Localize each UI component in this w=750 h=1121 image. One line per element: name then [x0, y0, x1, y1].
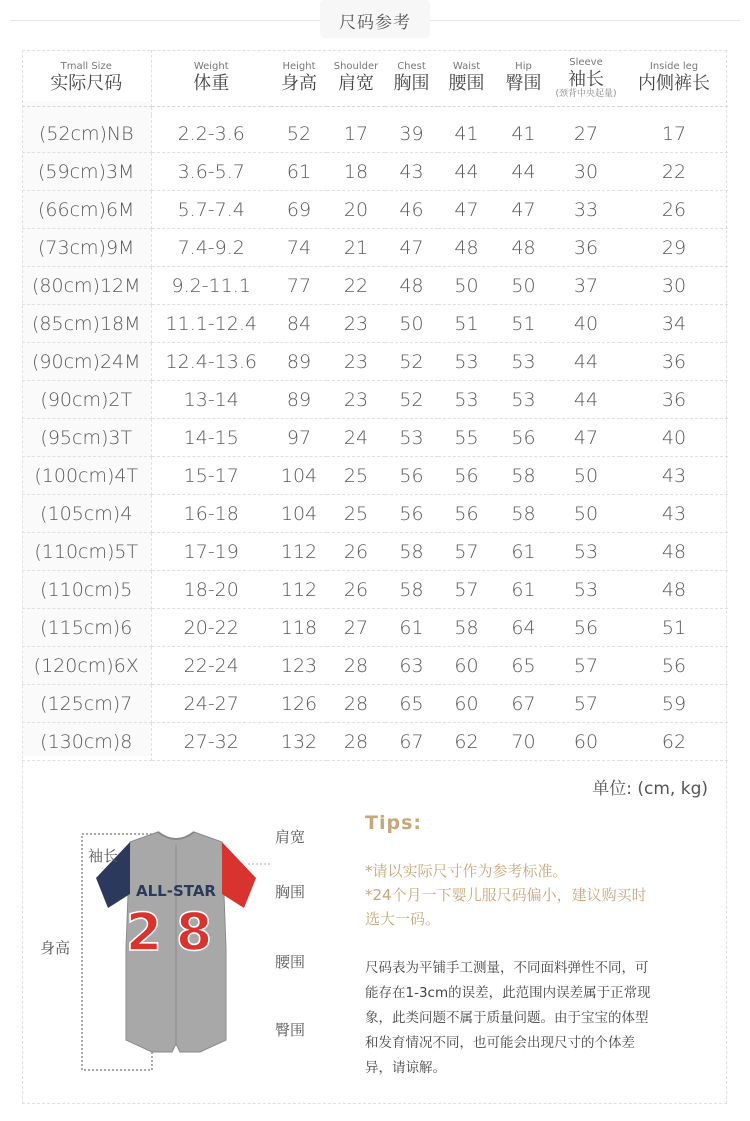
- measurement-cell: 43: [385, 153, 438, 191]
- measurement-cell: 65: [385, 685, 438, 723]
- note-line: 能存在1-3cm的误差，此范围内误差属于正常现: [365, 985, 651, 1001]
- measurement-cell: 48: [495, 229, 552, 267]
- measurement-cell: 2.2-3.6: [151, 115, 271, 153]
- size-cell: (105cm)4: [22, 495, 151, 533]
- measurement-cell: 47: [552, 419, 620, 457]
- table-row: [22, 229, 728, 267]
- header-en: Height: [282, 61, 316, 72]
- measurement-cell: 23: [327, 305, 385, 343]
- measurement-cell: 52: [271, 115, 327, 153]
- measurement-cell: 118: [271, 609, 327, 647]
- header-cn: 腰围: [448, 73, 485, 94]
- tips-title: Tips:: [365, 812, 422, 834]
- size-chart-table: [22, 50, 728, 761]
- size-cell: (110cm)5T: [22, 533, 151, 571]
- header-cn: 胸围: [393, 73, 430, 94]
- header-cn: 内侧裤长: [638, 73, 710, 94]
- measurement-cell: 21: [327, 229, 385, 267]
- label-hip: 臀围: [275, 1021, 306, 1039]
- measurement-cell: 58: [385, 571, 438, 609]
- measurement-cell: 40: [552, 305, 620, 343]
- measurement-cell: 112: [271, 571, 327, 609]
- measurement-cell: 27: [327, 609, 385, 647]
- measurement-cell: 41: [438, 115, 495, 153]
- measurement-cell: 59: [620, 685, 728, 723]
- header-en: Hip: [515, 61, 532, 72]
- header-size-cn: 实际尺码: [50, 73, 123, 94]
- measurement-cell: 61: [271, 153, 327, 191]
- measurement-cell: 58: [385, 533, 438, 571]
- measurement-cell: 25: [327, 495, 385, 533]
- table-row: [22, 685, 728, 723]
- page-title-bar: [0, 0, 750, 40]
- measurement-cell: 47: [495, 191, 552, 229]
- measurement-cell: 50: [495, 267, 552, 305]
- measurement-cell: 89: [271, 343, 327, 381]
- size-cell: (85cm)18M: [22, 305, 151, 343]
- label-waist: 腰围: [275, 953, 306, 971]
- size-cell: (52cm)NB: [22, 115, 151, 153]
- header-waist: [438, 50, 495, 107]
- measurement-cell: 22-24: [151, 647, 271, 685]
- header-inside-leg: [620, 50, 728, 107]
- measurement-cell: 60: [438, 647, 495, 685]
- measurement-cell: 53: [438, 381, 495, 419]
- measurement-cell: 14-15: [151, 419, 271, 457]
- header-weight: [151, 50, 271, 107]
- header-en: Waist: [452, 61, 481, 72]
- measurement-cell: 63: [385, 647, 438, 685]
- measurement-cell: 37: [552, 267, 620, 305]
- measurement-cell: 56: [438, 495, 495, 533]
- measurement-cell: 50: [385, 305, 438, 343]
- measurement-cell: 50: [552, 495, 620, 533]
- measurement-cell: 62: [438, 723, 495, 761]
- measurement-cell: 61: [495, 571, 552, 609]
- header-shoulder: [327, 50, 385, 107]
- print-number: 28: [125, 903, 227, 963]
- tip-line: *24个月一下婴儿服尺码偏小，建议购买时: [365, 886, 647, 904]
- measurement-cell: 60: [552, 723, 620, 761]
- measurement-cell: 18: [327, 153, 385, 191]
- measurement-cell: 44: [552, 343, 620, 381]
- measurement-cell: 61: [495, 533, 552, 571]
- measurement-cell: 53: [438, 343, 495, 381]
- size-cell: (110cm)5: [22, 571, 151, 609]
- note-line: 象，此类问题不属于质量问题。由于宝宝的体型: [365, 1010, 649, 1026]
- table-row: [22, 495, 728, 533]
- measurement-cell: 43: [620, 495, 728, 533]
- measurement-cell: 33: [552, 191, 620, 229]
- size-cell: (59cm)3M: [22, 153, 151, 191]
- size-cell: (120cm)6X: [22, 647, 151, 685]
- size-cell: (90cm)24M: [22, 343, 151, 381]
- measurement-cell: 44: [495, 153, 552, 191]
- measurement-cell: 55: [438, 419, 495, 457]
- table-row: [22, 419, 728, 457]
- measurement-note: [365, 956, 705, 1081]
- measurement-cell: 43: [620, 457, 728, 495]
- measurement-cell: 48: [438, 229, 495, 267]
- table-row: [22, 571, 728, 609]
- label-shoulder: 肩宽: [275, 828, 306, 846]
- measurement-cell: 53: [552, 533, 620, 571]
- table-body: [22, 107, 728, 761]
- measurement-cell: 70: [495, 723, 552, 761]
- measurement-cell: 48: [385, 267, 438, 305]
- measurement-cell: 84: [271, 305, 327, 343]
- table-row: [22, 115, 728, 153]
- measurement-cell: 17: [327, 115, 385, 153]
- measurement-cell: 15-17: [151, 457, 271, 495]
- header-cn: 臀围: [505, 73, 542, 94]
- measurement-cell: 56: [385, 457, 438, 495]
- table-row: [22, 343, 728, 381]
- header-cn: 体重: [193, 73, 230, 94]
- measurement-cell: 48: [620, 571, 728, 609]
- header-sleeve-note: (颈背中央起量): [555, 89, 617, 99]
- measurement-cell: 62: [620, 723, 728, 761]
- unit-label: 单位: (cm, kg): [592, 779, 708, 799]
- measurement-cell: 51: [438, 305, 495, 343]
- size-cell: (125cm)7: [22, 685, 151, 723]
- measurement-cell: 28: [327, 723, 385, 761]
- header-en: Inside leg: [649, 61, 699, 72]
- measurement-cell: 34: [620, 305, 728, 343]
- table-row: [22, 305, 728, 343]
- header-chest: [385, 50, 438, 107]
- measurement-cell: 89: [271, 381, 327, 419]
- size-cell: (115cm)6: [22, 609, 151, 647]
- measurement-cell: 50: [552, 457, 620, 495]
- measurement-cell: 52: [385, 381, 438, 419]
- measurement-cell: 58: [495, 457, 552, 495]
- measurement-cell: 7.4-9.2: [151, 229, 271, 267]
- measurement-cell: 17-19: [151, 533, 271, 571]
- header-sleeve: [552, 50, 620, 107]
- measurement-cell: 64: [495, 609, 552, 647]
- measurement-cell: 56: [438, 457, 495, 495]
- table-row: [22, 723, 728, 761]
- measurement-cell: 30: [620, 267, 728, 305]
- measurement-cell: 56: [495, 419, 552, 457]
- tip-line: *请以实际尺寸作为参考标准。: [365, 862, 568, 880]
- measurement-cell: 9.2-11.1: [151, 267, 271, 305]
- label-height: 身高: [40, 939, 71, 957]
- measurement-cell: 104: [271, 495, 327, 533]
- measurement-cell: 126: [271, 685, 327, 723]
- measurement-cell: 97: [271, 419, 327, 457]
- measurement-cell: 47: [438, 191, 495, 229]
- header-hip: [495, 50, 552, 107]
- measurement-cell: 69: [271, 191, 327, 229]
- measurement-cell: 58: [438, 609, 495, 647]
- measurement-cell: 26: [327, 533, 385, 571]
- measurement-cell: 58: [495, 495, 552, 533]
- measurement-cell: 29: [620, 229, 728, 267]
- tip-line: 选大一码。: [365, 910, 441, 928]
- measurement-cell: 24-27: [151, 685, 271, 723]
- measurement-cell: 27-32: [151, 723, 271, 761]
- measurement-cell: 26: [327, 571, 385, 609]
- table-row: [22, 267, 728, 305]
- measurement-cell: 46: [385, 191, 438, 229]
- table-row: [22, 381, 728, 419]
- size-cell: (73cm)9M: [22, 229, 151, 267]
- measurement-cell: 57: [552, 647, 620, 685]
- measurement-cell: 28: [327, 647, 385, 685]
- measurement-cell: 40: [620, 419, 728, 457]
- measurement-cell: 30: [552, 153, 620, 191]
- measurement-cell: 67: [495, 685, 552, 723]
- measurement-cell: 56: [552, 609, 620, 647]
- table-spacer-row: [22, 107, 728, 116]
- print-text: ALL-STAR: [136, 882, 216, 900]
- header-cn: 身高: [281, 73, 317, 94]
- note-line: 尺码表为平铺手工测量，不同面料弹性不同，可: [365, 960, 649, 976]
- header-height: [271, 50, 327, 107]
- spacer-cell: [22, 107, 151, 116]
- measurement-cell: 28: [327, 685, 385, 723]
- measurement-cell: 53: [495, 343, 552, 381]
- measurement-cell: 26: [620, 191, 728, 229]
- measurement-cell: 132: [271, 723, 327, 761]
- label-chest: 胸围: [275, 883, 306, 901]
- romper-illustration: [30, 820, 350, 1080]
- table-row: [22, 609, 728, 647]
- measurement-cell: 104: [271, 457, 327, 495]
- measurement-cell: 44: [438, 153, 495, 191]
- table-row: [22, 153, 728, 191]
- spacer-cell: [151, 107, 728, 116]
- measurement-cell: 11.1-12.4: [151, 305, 271, 343]
- measurement-cell: 22: [620, 153, 728, 191]
- size-cell: (95cm)3T: [22, 419, 151, 457]
- note-line: 和发育情况不同，也可能会出现尺寸的个体差: [365, 1035, 635, 1051]
- measurement-cell: 20-22: [151, 609, 271, 647]
- measurement-cell: 5.7-7.4: [151, 191, 271, 229]
- measurement-cell: 61: [385, 609, 438, 647]
- measurement-cell: 74: [271, 229, 327, 267]
- measurement-cell: 53: [385, 419, 438, 457]
- measurement-cell: 36: [620, 343, 728, 381]
- right-sleeve: [222, 842, 256, 908]
- measurement-cell: 23: [327, 343, 385, 381]
- measurement-cell: 53: [552, 571, 620, 609]
- measurement-cell: 51: [620, 609, 728, 647]
- header-size-en: Tmall Size: [60, 61, 112, 72]
- measurement-cell: 13-14: [151, 381, 271, 419]
- measurement-cell: 20: [327, 191, 385, 229]
- measurement-cell: 123: [271, 647, 327, 685]
- page-title: 尺码参考: [339, 13, 411, 33]
- table-header-row: [22, 50, 728, 107]
- size-cell: (100cm)4T: [22, 457, 151, 495]
- measurement-cell: 27: [552, 115, 620, 153]
- measurement-cell: 57: [438, 533, 495, 571]
- table-row: [22, 191, 728, 229]
- measurement-cell: 51: [495, 305, 552, 343]
- label-sleeve: 袖长: [88, 847, 119, 865]
- size-cell: (80cm)12M: [22, 267, 151, 305]
- measurement-cell: 22: [327, 267, 385, 305]
- measurement-cell: 50: [438, 267, 495, 305]
- measurement-cell: 18-20: [151, 571, 271, 609]
- measurement-cell: 23: [327, 381, 385, 419]
- measurement-cell: 57: [438, 571, 495, 609]
- measurement-cell: 112: [271, 533, 327, 571]
- table-row: [22, 533, 728, 571]
- header-size: [22, 50, 151, 107]
- size-cell: (66cm)6M: [22, 191, 151, 229]
- header-en: Sleeve: [569, 57, 603, 68]
- measurement-cell: 39: [385, 115, 438, 153]
- table-row: [22, 647, 728, 685]
- measurement-cell: 17: [620, 115, 728, 153]
- measurement-cell: 36: [620, 381, 728, 419]
- note-line: 异，请谅解。: [365, 1060, 446, 1076]
- measurement-cell: 52: [385, 343, 438, 381]
- measurement-cell: 65: [495, 647, 552, 685]
- header-cn: 袖长: [568, 69, 604, 90]
- measurement-cell: 56: [620, 647, 728, 685]
- measurement-cell: 16-18: [151, 495, 271, 533]
- measurement-cell: 12.4-13.6: [151, 343, 271, 381]
- size-cell: (130cm)8: [22, 723, 151, 761]
- measurement-cell: 53: [495, 381, 552, 419]
- header-en: Chest: [397, 61, 426, 72]
- measurement-cell: 57: [552, 685, 620, 723]
- measurement-cell: 48: [620, 533, 728, 571]
- size-cell: (90cm)2T: [22, 381, 151, 419]
- measurement-cell: 3.6-5.7: [151, 153, 271, 191]
- header-en: Weight: [193, 61, 229, 72]
- measurement-cell: 67: [385, 723, 438, 761]
- measurement-cell: 47: [385, 229, 438, 267]
- measurement-cell: 60: [438, 685, 495, 723]
- measurement-cell: 41: [495, 115, 552, 153]
- measurement-cell: 25: [327, 457, 385, 495]
- measurement-cell: 77: [271, 267, 327, 305]
- table-row: [22, 457, 728, 495]
- header-en: Shoulder: [333, 61, 379, 72]
- measurement-cell: 24: [327, 419, 385, 457]
- measurement-cell: 44: [552, 381, 620, 419]
- header-cn: 肩宽: [338, 73, 374, 94]
- measurement-cell: 56: [385, 495, 438, 533]
- measurement-cell: 36: [552, 229, 620, 267]
